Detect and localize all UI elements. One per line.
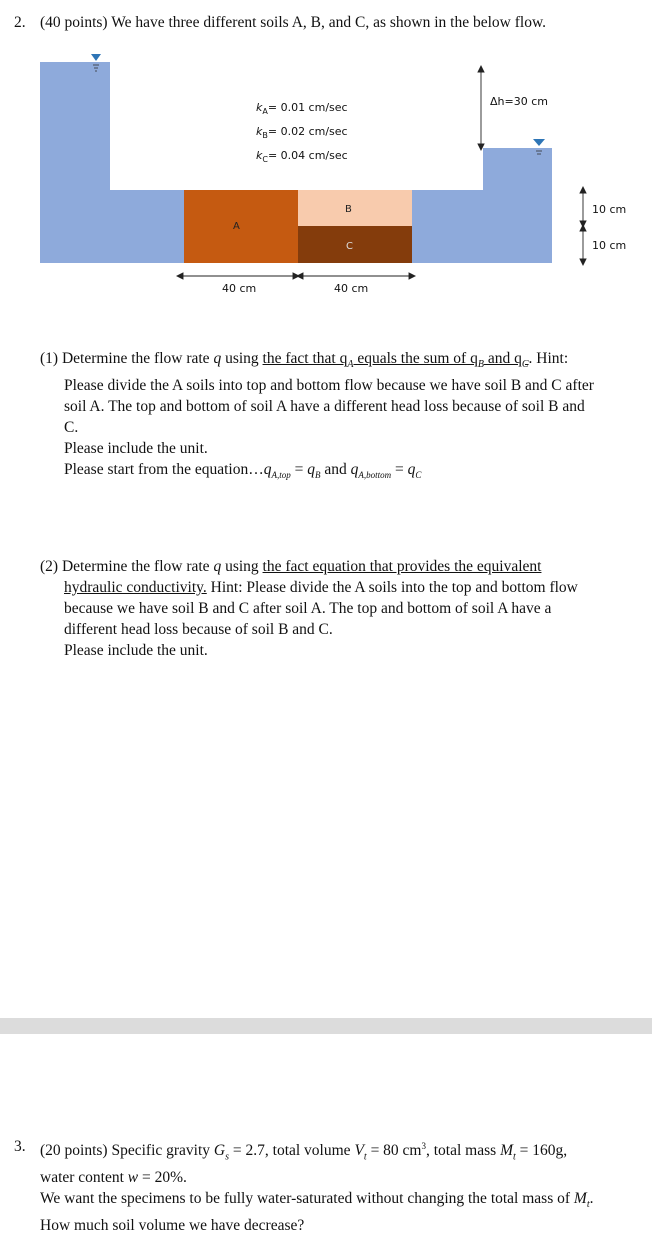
problem-3-line-4: How much soil volume we have decrease? xyxy=(40,1217,305,1235)
problem-3-line-1: (20 points) Specific gravity $G_s = 2.7$, total volume $V_t = 80$ $cm^3$, total mass $M_t = 160g$, xyxy=(40,1141,568,1163)
part-1-line-2: Please divide the A soils into top and bottom flow because we have soil B and C after xyxy=(64,377,594,395)
soil-b-letter: B xyxy=(345,204,352,215)
problem-2-number: 2. xyxy=(14,14,26,31)
part-1-line-4: C. xyxy=(64,419,79,437)
part-2 xyxy=(40,556,645,661)
delta-h-arrow xyxy=(478,66,484,150)
problem-3 xyxy=(40,1136,645,1236)
problem-2-header: (40 points) We have three different soils A, B, and C, as shown in the below flow. xyxy=(40,14,547,31)
height-bottom-label: 10 cm xyxy=(592,239,627,252)
part-2-line-4: different head loss because of soil B and C. xyxy=(64,621,333,638)
soil-a-letter: A xyxy=(233,221,240,232)
length-bc-label: 40 cm xyxy=(334,282,369,295)
problem-3-line-2: water content w = 20%. xyxy=(40,1169,187,1187)
part-2-line-2: hydraulic conductivity. Hint: Please divide the A soils into the top and bottom flow xyxy=(64,579,578,596)
page-separator xyxy=(0,1018,652,1034)
k-c-label: $k_C= 0.04$ cm/sec xyxy=(256,149,348,164)
flow-diagram xyxy=(0,48,652,303)
k-b-label: $k_B= 0.02$ cm/sec xyxy=(256,125,348,140)
k-a-label: $k_A= 0.01$ cm/sec xyxy=(256,101,348,116)
part-2-line-3: because we have soil B and C after soil A. The top and bottom of soil A have a xyxy=(64,600,552,617)
problem-3-line-3: We want the specimens to be fully water-saturated without changing the total mass of $M_t$. xyxy=(40,1190,594,1211)
part-1-underlined-fact: the fact that $q_A$ equals the sum of $q_B$ and $q_C$ xyxy=(262,350,529,371)
part-1-line-1: (1) Determine the flow rate q using the fact that $q_A$ equals the sum of $q_B$ and $q_C$. Hint: xyxy=(40,350,569,371)
soil-c-block xyxy=(298,226,412,263)
part-1-line-3: soil A. The top and bottom of soil A have a different head loss because of soil B and xyxy=(64,398,585,416)
part-2-line-5: Please include the unit. xyxy=(64,642,208,659)
length-dimension-arrows xyxy=(177,273,415,279)
part-2-line-1: (2) Determine the flow rate q using the fact equation that provides the equivalent xyxy=(40,558,542,575)
height-top-label: 10 cm xyxy=(592,203,627,216)
part-1-equation-line: Please start from the $equation\dots q_{A,top} = q_B$ and $q_{A,bottom} = q_C$ xyxy=(64,461,422,481)
part-1 xyxy=(40,348,645,486)
soil-c-letter: C xyxy=(346,241,353,252)
soil-a-block xyxy=(184,190,298,263)
problem-3-number: 3. xyxy=(14,1138,26,1155)
height-dimension-arrows xyxy=(580,187,586,265)
part-1-line-5: Please include the unit. xyxy=(64,440,208,458)
delta-h-label: Δh=30 cm xyxy=(490,95,548,108)
soil-b-block xyxy=(298,190,412,226)
length-a-label: 40 cm xyxy=(222,282,257,295)
